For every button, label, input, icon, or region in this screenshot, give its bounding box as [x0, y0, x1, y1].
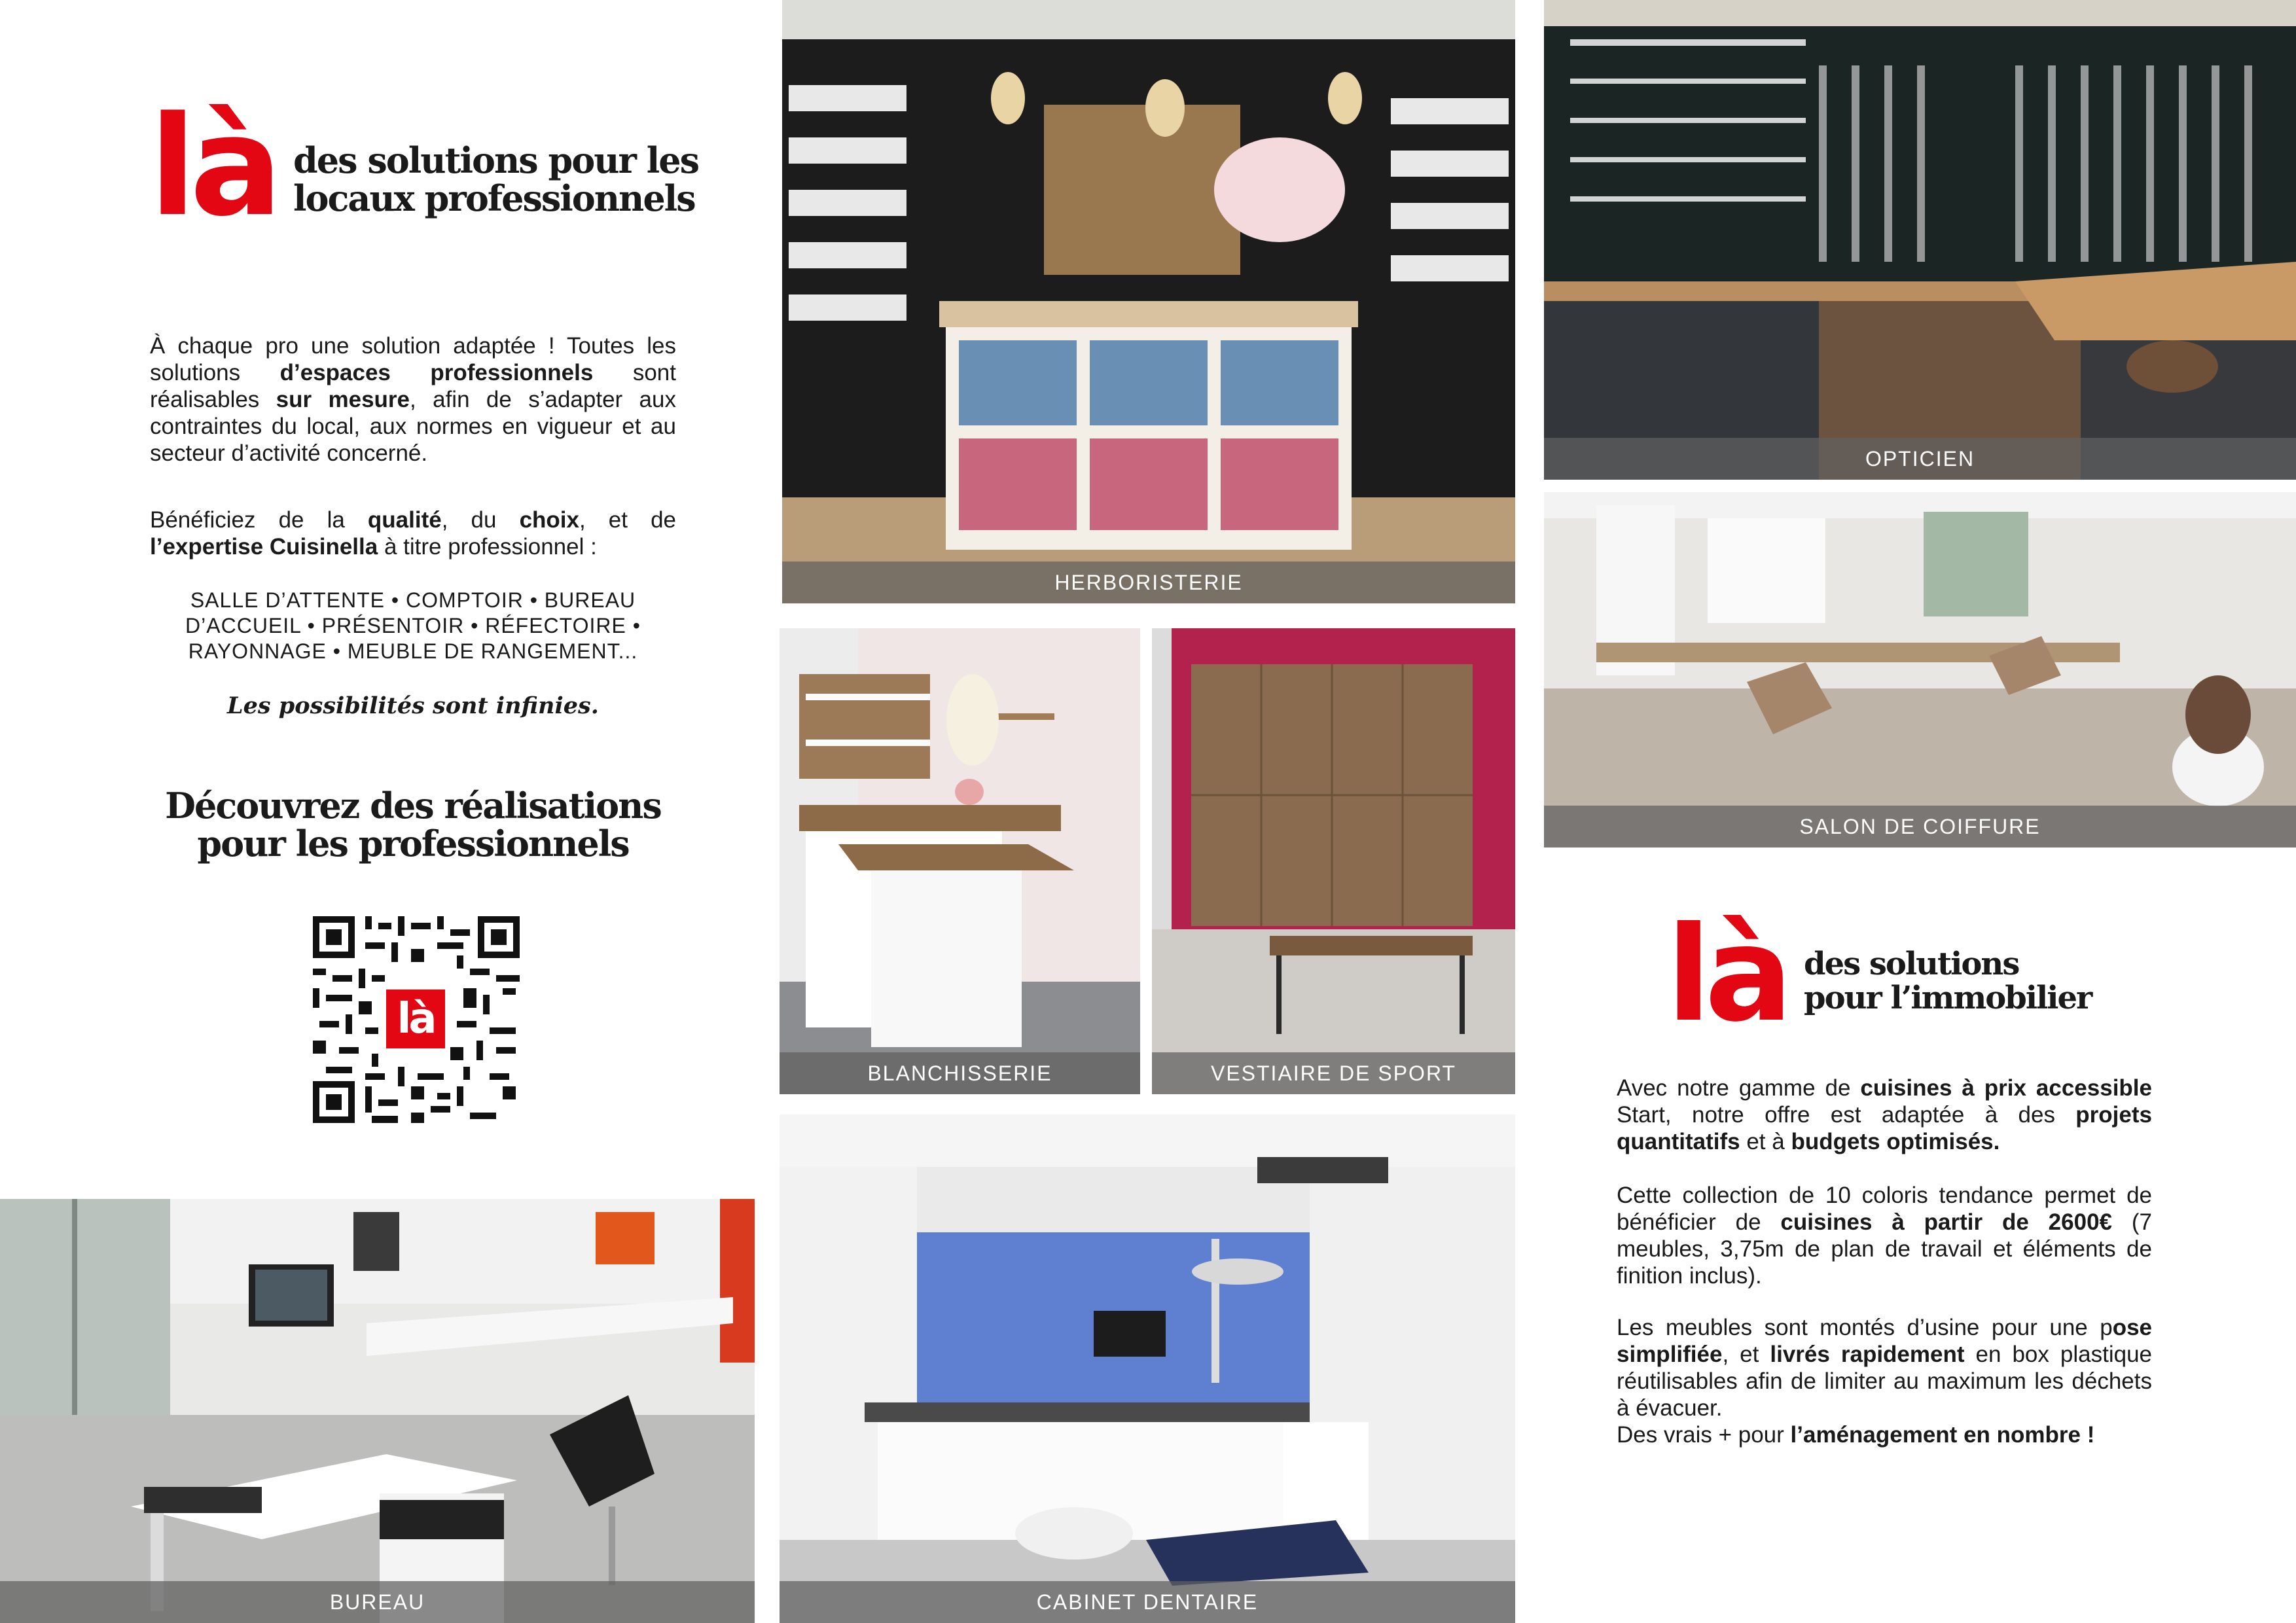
text-run: Bénéficiez de la [150, 507, 368, 533]
text-run: Start, notre offre est adaptée à des [1617, 1102, 2076, 1128]
qr-logo-badge: là [386, 990, 445, 1048]
photo-vestiaire [1152, 628, 1515, 1094]
caption-herboristerie: HERBORISTERIE [782, 562, 1515, 603]
right-heading-line-2: pour l’immobilier [1804, 979, 2092, 1016]
start-offer-paragraph [1617, 1075, 2152, 1155]
text-run: en box plastique réutilisables afin de limiter au maximum les déchets à évacuer. [1617, 1342, 2152, 1421]
furniture-list-line: D’ACCUEIL • PRÉSENTOIR • RÉFECTOIRE • [185, 614, 641, 637]
discover-heading-line-1: Découvrez des réalisations [165, 785, 661, 827]
text-run: Les meubles sont montés d’usine pour une p [1617, 1315, 2113, 1340]
text-run: sont réalisables [150, 360, 676, 412]
text-bold: cuisines à partir de 2600€ [1780, 1209, 2112, 1235]
right-heading [1804, 948, 2091, 1016]
locker-room-image [1152, 628, 1515, 1094]
photo-bureau [0, 1199, 755, 1623]
hair-salon-image [1544, 492, 2296, 847]
text-bold: l’expertise Cuisinella [150, 534, 378, 560]
text-bold: l’aménagement en nombre ! [1790, 1422, 2095, 1448]
text-run: à titre professionnel : [378, 534, 597, 560]
caption-blanchisserie: BLANCHISSERIE [780, 1052, 1140, 1094]
photo-blanchisserie [780, 628, 1140, 1094]
text-run: Des vrais + pour [1617, 1422, 1791, 1448]
qr-code[interactable] [313, 916, 520, 1123]
intro-paragraph [150, 332, 676, 467]
photo-cabinet-dentaire [780, 1115, 1515, 1623]
text-bold: cuisines à prix accessible [1860, 1075, 2152, 1101]
laundry-counter-image [780, 628, 1140, 1094]
caption-opticien: OPTICIEN [1544, 438, 2296, 480]
photo-herboristerie [782, 0, 1515, 603]
discover-heading-line-2: pour les professionnels [197, 823, 629, 865]
caption-salon-coiffure: SALON DE COIFFURE [1544, 806, 2296, 847]
dental-office-image [780, 1115, 1515, 1623]
text-run: À chaque pro une solution adaptée ! Toutes les solutions [150, 333, 676, 385]
caption-bureau: BUREAU [0, 1581, 755, 1623]
benefits-paragraph [150, 507, 676, 560]
left-heading [293, 141, 698, 218]
office-image [0, 1199, 755, 1623]
herb-shop-image [782, 0, 1515, 603]
text-run: et à [1740, 1129, 1791, 1154]
text-run: Cette collection de 10 coloris tendance permet de bénéficier de [1617, 1183, 2152, 1235]
furniture-list-line: SALLE D’ATTENTE • COMPTOIR • BUREAU [190, 588, 636, 612]
caption-cabinet-dentaire: CABINET DENTAIRE [780, 1581, 1515, 1623]
text-bold: qualité [367, 507, 442, 533]
right-heading-line-1: des solutions [1804, 946, 2019, 982]
text-run: , du [441, 507, 520, 533]
text-bold: d’espaces professionnels [279, 360, 594, 385]
tagline: Les possibilités sont infinies. [227, 692, 599, 719]
text-run: , afin de s’adapter aux contraintes du local, aux normes en vigueur et au secteur d’activité concerné. [150, 387, 676, 466]
left-heading-line-2: locaux professionnels [293, 177, 695, 220]
delivery-paragraph [1617, 1314, 2152, 1421]
text-run: , et [1722, 1342, 1770, 1367]
brand-logo-la: là [149, 86, 276, 247]
text-bold: projets quantitatifs [1617, 1102, 2152, 1154]
text-bold: budgets optimisés. [1791, 1129, 2000, 1154]
text-bold: ose simplifiée [1617, 1315, 2152, 1367]
text-run: , et de [579, 507, 677, 533]
optician-shop-image [1544, 0, 2296, 480]
caption-vestiaire: VESTIAIRE DE SPORT [1152, 1052, 1515, 1094]
discover-heading [150, 787, 676, 863]
closing-line [1617, 1421, 2152, 1448]
left-heading-line-1: des solutions pour les [293, 139, 699, 181]
text-bold: livrés rapidement [1770, 1342, 1965, 1367]
collection-paragraph [1617, 1182, 2152, 1289]
text-run: (7 meubles, 3,75m de plan de travail et éléments de finition inclus). [1617, 1209, 2152, 1289]
text-run: Avec notre gamme de [1617, 1075, 1861, 1101]
furniture-list-line: RAYONNAGE • MEUBLE DE RANGEMENT... [188, 639, 638, 663]
text-bold: sur mesure [276, 387, 410, 412]
furniture-list [150, 588, 676, 664]
photo-salon-coiffure [1544, 492, 2296, 847]
brand-logo-la-right: là [1666, 899, 1787, 1051]
text-bold: choix [519, 507, 579, 533]
photo-opticien [1544, 0, 2296, 480]
